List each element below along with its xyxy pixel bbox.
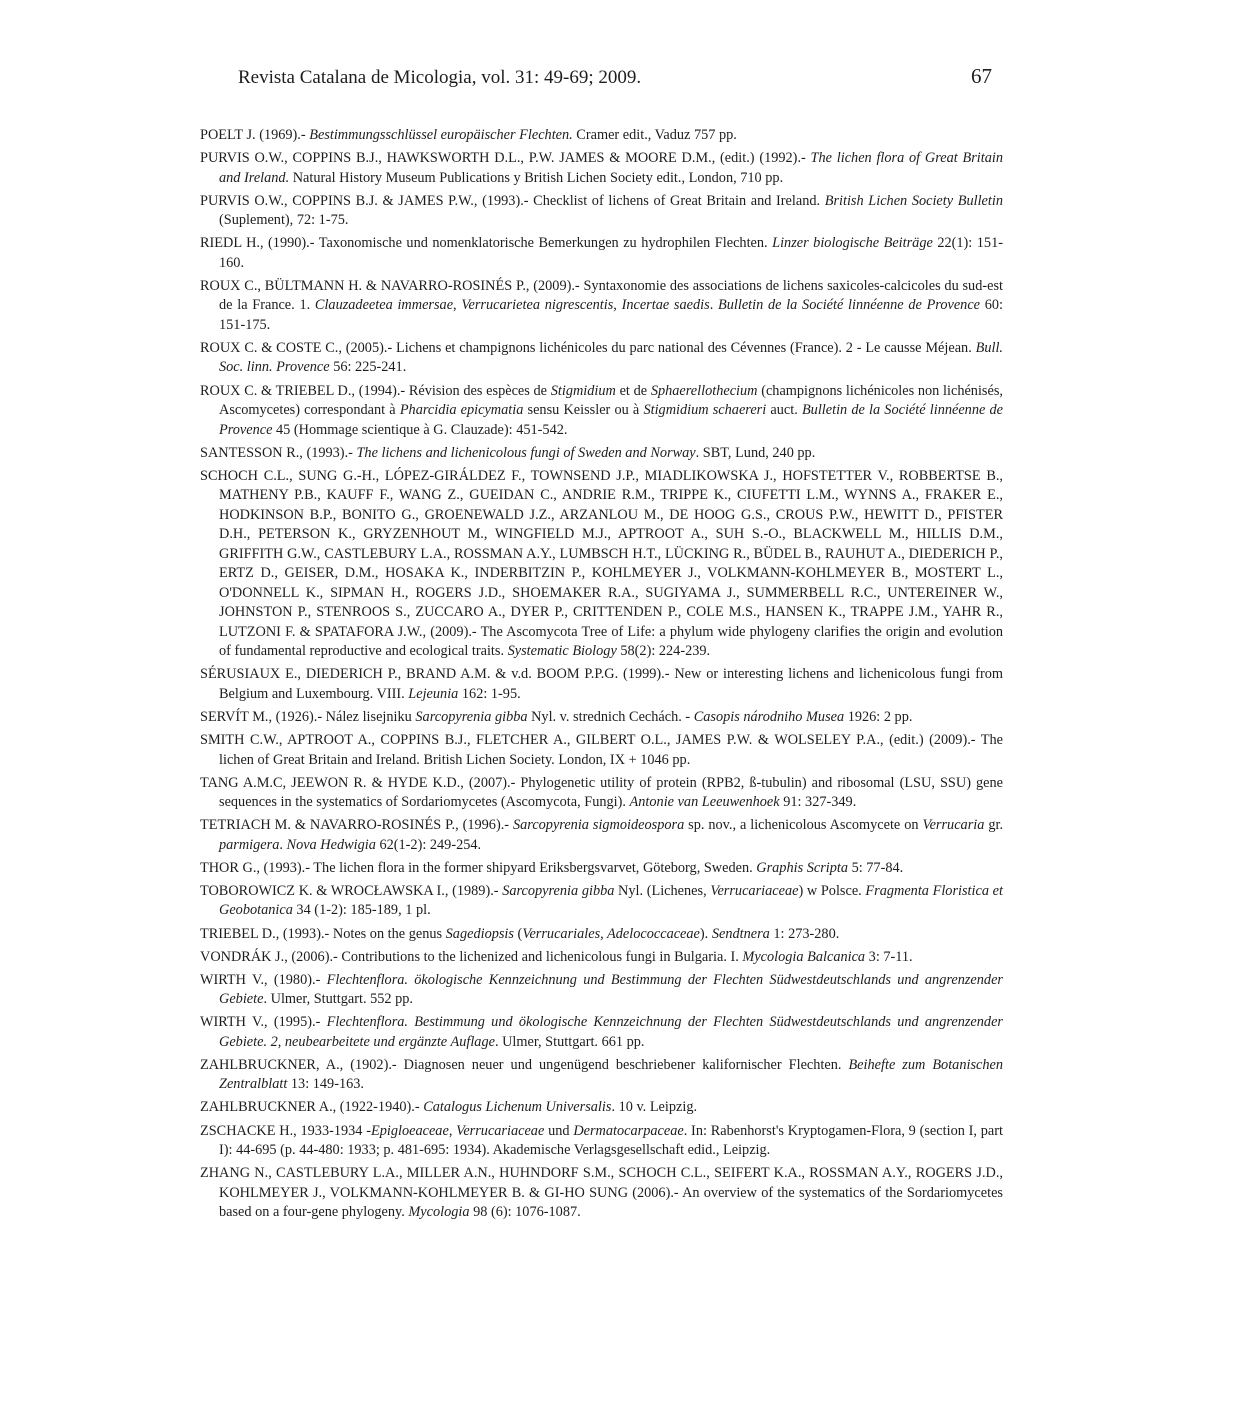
reference-italic-text: Verrucariales, Adelococcaceae — [522, 925, 700, 942]
reference-italic-text: Catalogus Lichenum Universalis — [423, 1099, 612, 1116]
reference-entry — [200, 1098, 1003, 1118]
reference-text: ROUX C. & TRIEBEL D., (1994).- Révision des espèces de — [200, 382, 551, 399]
reference-text: sp. nov., a lichenicolous Ascomycete on — [684, 817, 923, 834]
reference-entry — [200, 731, 1003, 770]
reference-text: gr. — [984, 817, 1004, 834]
reference-text: Nyl. v. strednich Cechách. - — [527, 708, 694, 725]
reference-text: auct. — [766, 402, 802, 419]
reference-text: POELT J. (1969).- — [200, 127, 310, 143]
reference-italic-text: Dermatocarpaceae — [573, 1122, 684, 1139]
reference-italic-text: Verrucarietea nigrescentis — [461, 297, 614, 314]
reference-text: 5: 77-84. — [848, 859, 904, 876]
reference-italic-text: Systematic Biology — [507, 643, 617, 660]
reference-entry — [200, 1122, 1003, 1161]
reference-text: . Ulmer, Stuttgart. 552 pp. — [263, 991, 413, 1008]
reference-italic-text: Nova Hedwigia — [286, 836, 376, 853]
reference-text: 1926: 2 pp. — [844, 708, 913, 725]
reference-text: SCHOCH C.L., SUNG G.-H., LÓPEZ-GIRÁLDEZ F., TOWNSEND J.P., MIADLIKOWSKA J., HOFSTETTER V., ROBBERTSE B., MATHENY P.B., KAUFF F., WANG Z., GUEIDAN C., ANDRIE R.M., TRIPPE K., CIUFETTI L.M., WYNNS A., FRAKER E., HODKINSON B.P., BONITO G., GROENEWALD J.Z., ARZANLOU M., DE HOOG G.S., CROUS P.W., HEWITT D., PFISTER D.H., PETERSON K., GRYZENHOUT M., WINGFIELD M.J., APTROOT A., SUH S.-O., BLACKWELL M., HILLIS D.M., GRIFFITH G.W., CASTLEBURY L.A., ROSSMAN A.Y., LUMBSCH H.T., LÜCKING R., BÜDEL B., RAUHUT A., DIEDERICH P., ERTZ D., GEISER, D.M., HOSAKA K., INDERBITZIN P., KOHLMEYER J., VOLKMANN-KOHLMEYER B., MOSTERT L., O'DONNELL K., SIPMAN H., ROGERS J.D., SHOEMAKER R.A., SUGIYAMA J., SUMMERBELL R.C., UNTEREINER W., JOHNSTON P., STENROOS S., ZUCCARO A., DYER P., CRITTENDEN P., COLE M.S., HANSEN K., TRAPPE J.M., YAHR R., LUTZONI F. & SPATAFORA J.W., (2009).- The Ascomycota Tree of Life: a phylum wide phylogeny clarifies the origin and evolution of fundamental reproductive and ecological traits. — [200, 467, 1003, 660]
reference-text: SERVÍT M., (1926).- Nález lisejniku — [200, 708, 416, 725]
reference-list — [200, 126, 1003, 1226]
reference-text: 3: 7-11. — [865, 948, 913, 965]
reference-italic-text: Lejeunia — [408, 685, 459, 702]
reference-italic-text: The lichens and lichenicolous fungi of Sweden and Norway — [356, 444, 696, 461]
reference-italic-text: Sagediopsis — [445, 925, 514, 942]
page-number: 67 — [971, 64, 992, 88]
reference-entry — [200, 126, 1003, 146]
reference-entry — [200, 192, 1003, 231]
reference-italic-text: Linzer biologische Beiträge — [772, 235, 933, 252]
reference-italic-text: The lichen flora of Great Britain and Ireland. — [219, 150, 1003, 186]
reference-text: (champignons lichénicoles non lichénisés, Ascomycetes) correspondant à — [219, 382, 1003, 419]
reference-entry — [200, 277, 1003, 336]
reference-entry — [200, 1164, 1003, 1223]
reference-text: PURVIS O.W., COPPINS B.J. & JAMES P.W., (1993).- Checklist of lichens of Great Britain and Ireland. — [200, 192, 825, 209]
reference-text: . In: Rabenhorst's Kryptogamen-Flora, 9 (section I, part I): 44-695 (p. 44-480: 1933; p. 481-695: 1934). Akademische Verlagsgesellschaft edid., Leipzig. — [219, 1122, 1003, 1159]
reference-italic-text: Flechtenflora. ökologische Kennzeichnung und Bestimmung der Flechten Südwestdeutschlands und angrenzender Gebiete — [219, 971, 1003, 1008]
reference-italic-text: Clauzadeetea immersae — [314, 297, 454, 314]
reference-italic-text: Epigloeaceae — [371, 1122, 449, 1139]
reference-text: PURVIS O.W., COPPINS B.J., HAWKSWORTH D.L., P.W. JAMES & MOORE D.M., (edit.) (1992).- — [200, 150, 811, 167]
reference-text: ) w Polsce. — [798, 882, 866, 899]
reference-italic-text: Graphis Scripta — [756, 859, 849, 876]
reference-entry — [200, 149, 1003, 188]
reference-text: TRIEBEL D., (1993).- Notes on the genus — [200, 925, 446, 942]
reference-text: ). — [699, 925, 712, 942]
reference-italic-text: Stigmidium — [550, 382, 616, 399]
reference-entry — [200, 1013, 1003, 1052]
reference-text: Nyl. (Lichenes, — [614, 882, 711, 899]
reference-italic-text: Bulletin de la Société linnéenne de Provence — [718, 297, 981, 314]
reference-italic-text: Bull. Soc. linn. Provence — [219, 339, 1003, 376]
reference-entry — [200, 339, 1003, 378]
reference-entry — [200, 708, 1003, 728]
reference-italic-text: Sarcopyrenia sigmoideospora — [512, 817, 685, 834]
reference-text: 162: 1-95. — [458, 685, 521, 702]
reference-italic-text: Antonie van Leeuwenhoek — [629, 794, 780, 811]
reference-text: RIEDL H., (1990).- Taxonomische und nomenklatorische Bemerkungen zu hydrophilen Flechten. — [200, 235, 773, 252]
reference-italic-text: Bulletin de la Société linnéenne de Provence — [219, 402, 1003, 438]
reference-text: 34 (1-2): 185-189, 1 pl. — [292, 902, 431, 919]
reference-text: 56: 225-241. — [329, 359, 407, 376]
reference-text: , — [613, 297, 622, 314]
reference-entry — [200, 971, 1003, 1010]
reference-entry — [200, 382, 1003, 441]
reference-entry — [200, 665, 1003, 704]
reference-entry — [200, 859, 1003, 879]
reference-text: sensu Keissler ou à — [523, 402, 644, 419]
reference-text: . — [709, 297, 718, 314]
reference-text: SÉRUSIAUX E., DIEDERICH P., BRAND A.M. & v.d. BOOM P.P.G. (1999).- New or interesting lichens and lichenicolous fungi from Belgium and Luxembourg. VIII. — [200, 666, 1003, 702]
reference-text: (Suplement), 72: 1-75. — [219, 212, 349, 229]
reference-text: et de — [615, 382, 651, 399]
reference-italic-text: Mycologia Balcanica — [742, 948, 866, 965]
reference-italic-text: Incertae saedis — [621, 297, 710, 314]
reference-italic-text: Bestimmungsschlüssel europäischer Flechten. — [309, 127, 573, 143]
reference-text: WIRTH V., (1995).- — [200, 1014, 327, 1031]
reference-italic-text: Sendtnera — [711, 925, 770, 942]
reference-italic-text: Stigmidium schaereri — [643, 402, 767, 419]
reference-entry — [200, 774, 1003, 813]
reference-italic-text: British Lichen Society Bulletin — [824, 192, 1003, 209]
reference-text: TETRIACH M. & NAVARRO-ROSINÉS P., (1996).- — [200, 817, 513, 834]
reference-italic-text: Mycologia — [408, 1204, 470, 1221]
reference-text: THOR G., (1993).- The lichen flora in the former shipyard Eriksbergsvarvet, Göteborg, Sweden. — [200, 859, 757, 876]
reference-italic-text: Verrucariaceae — [456, 1122, 545, 1139]
reference-entry — [200, 234, 1003, 273]
reference-text: , — [448, 1122, 457, 1139]
reference-text: 45 (Hommage scientique à G. Clauzade): 451-542. — [272, 421, 568, 438]
journal-citation: Revista Catalana de Micologia, vol. 31: 49-69; 2009. — [238, 67, 642, 88]
reference-italic-text: Sarcopyrenia gibba — [415, 708, 528, 725]
reference-text: . SBT, Lund, 240 pp. — [695, 444, 816, 461]
reference-text: SMITH C.W., APTROOT A., COPPINS B.J., FLETCHER A., GILBERT O.L., JAMES P.W. & WOLSELEY P.A., (edit.) (2009).- The lichen of Great Britain and Ireland. British Lichen Society. London, IX + 1046 pp. — [200, 732, 1003, 768]
reference-italic-text: parmigera — [219, 836, 280, 853]
reference-text: 98 (6): 1076-1087. — [469, 1204, 581, 1221]
reference-text: Natural History Museum Publications y British Lichen Society edit., London, 710 pp. — [289, 169, 784, 186]
reference-text: ZAHLBRUCKNER A., (1922-1940).- — [200, 1099, 424, 1116]
reference-italic-text: Sphaerellothecium — [650, 382, 758, 399]
reference-text: TANG A.M.C, JEEWON R. & HYDE K.D., (2007).- Phylogenetic utility of protein (RPB2, ß-tubulin) and ribosomal (LSU, SSU) gene sequences in the systematics of Sordariomycetes (Ascomycota, Fungi). — [200, 774, 1003, 811]
reference-text: 60: 151-175. — [219, 297, 1004, 333]
reference-italic-text: Flechtenflora. Bestimmung und ökologische Kennzeichnung der Flechten Südwestdeutschlands und angrenzender Gebiete. 2, neubearbeitete und ergänzte Auflage — [219, 1014, 1003, 1050]
reference-italic-text: Verrucaria — [922, 817, 985, 834]
reference-text: ROUX C. & COSTE C., (2005).- Lichens et champignons lichénicoles du parc national des Cévennes (France). 2 - Le causse Méjean. — [200, 339, 976, 356]
reference-text: WIRTH V., (1980).- — [200, 971, 327, 988]
reference-text: ZAHLBRUCKNER, A., (1902).- Diagnosen neuer und ungenügend beschriebener kalifornischer Flechten. — [200, 1056, 849, 1073]
reference-entry — [200, 467, 1003, 662]
reference-italic-text: Sarcopyrenia gibba — [502, 882, 615, 899]
reference-italic-text: Beihefte zum Botanischen Zentralblatt — [219, 1056, 1003, 1093]
reference-italic-text: Pharcidia epicymatia — [399, 402, 524, 419]
reference-text: 13: 149-163. — [287, 1076, 364, 1093]
reference-text: 58(2): 224-239. — [616, 643, 711, 660]
reference-italic-text: Casopis národniho Musea — [693, 708, 845, 725]
reference-text: . — [279, 836, 287, 853]
reference-entry — [200, 816, 1003, 855]
reference-text: ROUX C., BÜLTMANN H. & NAVARRO-ROSINÉS P., (2009).- Syntaxonomie des associations de lichens saxicoles-calcicoles du sud-est de la France. 1. — [200, 277, 1003, 314]
reference-entry — [200, 882, 1003, 921]
reference-text: ( — [513, 925, 523, 942]
reference-text: 22(1): 151-160. — [219, 235, 1003, 271]
reference-entry — [200, 1056, 1003, 1095]
reference-text: . 10 v. Leipzig. — [611, 1099, 698, 1116]
reference-entry — [200, 444, 1003, 464]
reference-text: SANTESSON R., (1993).- — [200, 444, 357, 461]
reference-text: . Ulmer, Stuttgart. 661 pp. — [494, 1033, 645, 1050]
reference-italic-text: Verrucariaceae — [710, 882, 799, 899]
reference-text: TOBOROWICZ K. & WROCŁAWSKA I., (1989).- — [200, 882, 503, 899]
reference-text: 91: 327-349. — [779, 794, 857, 811]
reference-italic-text: Fragmenta Floristica et Geobotanica — [219, 882, 1003, 919]
reference-entry — [200, 925, 1003, 945]
reference-text: 1: 273-280. — [769, 925, 840, 942]
reference-entry — [200, 948, 1003, 968]
reference-text: und — [544, 1122, 574, 1139]
reference-text: VONDRÁK J., (2006).- Contributions to the lichenized and lichenicolous fungi in Bulgaria. I. — [200, 948, 743, 965]
reference-text: , — [453, 297, 462, 314]
reference-text: ZHANG N., CASTLEBURY L.A., MILLER A.N., HUHNDORF S.M., SCHOCH C.L., SEIFERT K.A., ROSSMAN A.Y., ROGERS J.D., KOHLMEYER J., VOLKMANN-KOHLMEYER B. & GI-HO SUNG (2006).- An overview of the systematics of the Sordariomycetes based on a four-gene phylogeny. — [200, 1165, 1003, 1221]
reference-text: 62(1-2): 249-254. — [375, 836, 482, 853]
reference-text: Cramer edit., Vaduz 757 pp. — [572, 127, 737, 143]
reference-text: ZSCHACKE H., 1933-1934 - — [200, 1122, 371, 1139]
